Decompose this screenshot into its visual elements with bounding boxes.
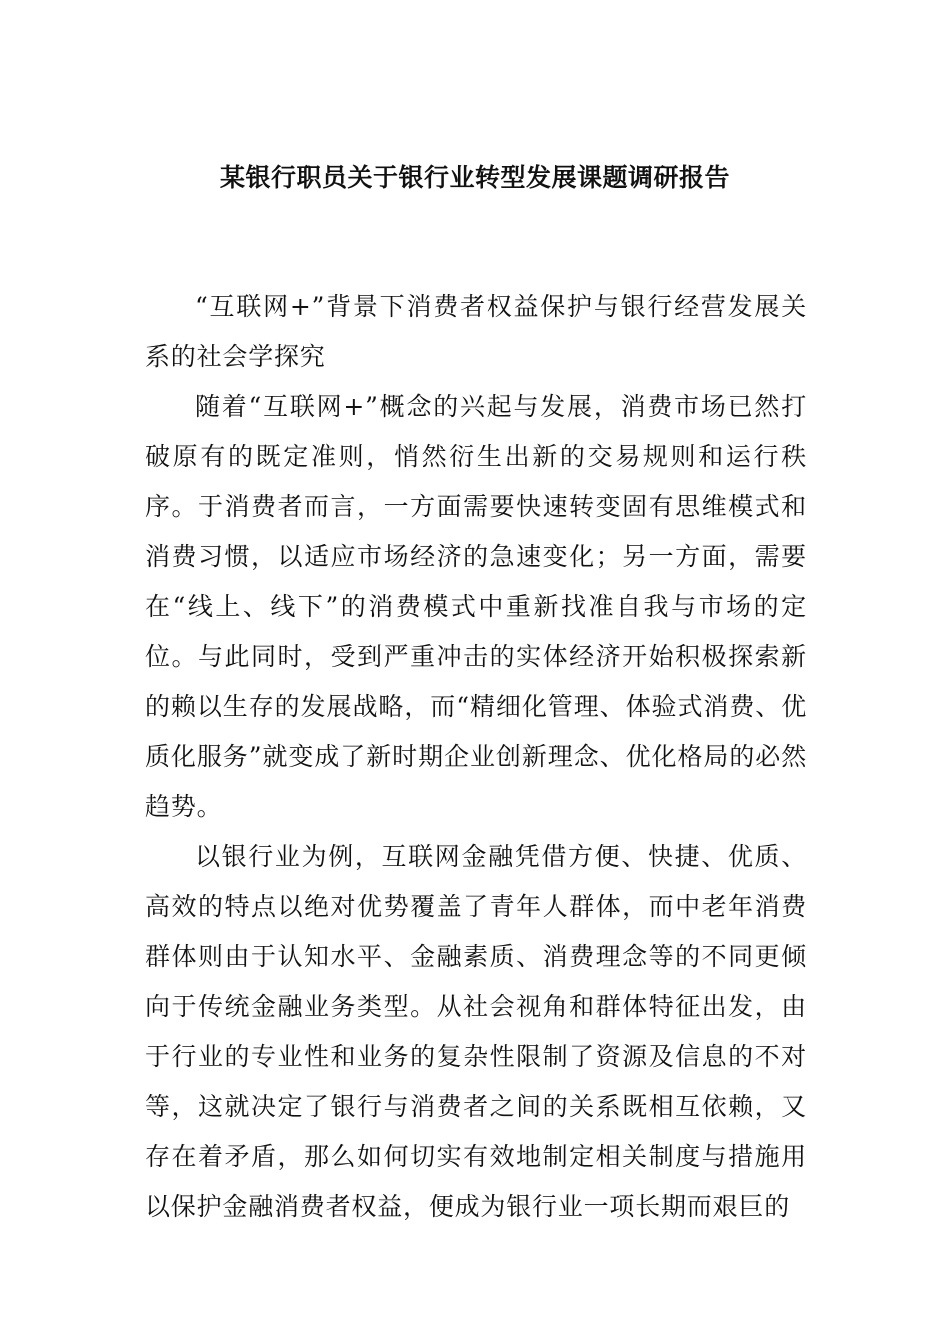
paragraph-banking: 以银行业为例，互联网金融凭借方便、快捷、优质、高效的特点以绝对优势覆盖了青年人群体，而中老年消费群体则由于认知水平、金融素质、消费理念等的不同更倾向于传统金融业务类型。从社会视角和群体特征出发，由于行业的专业性和业务的复杂性限制了资源及信息的不对等，这就决定了银行与消费者之间的关系既相互依赖，又存在着矛盾，那么如何切实有效地制定相关制度与措施用以保护金融消费者权益，便成为银行业一项长期而艰巨的 [145,842,807,1221]
paragraph-subtitle: “互联网+”背景下消费者权益保护与银行经营发展关系的社会学探究 [145,292,807,371]
document-body [145,282,807,1232]
document-title: 某银行职员关于银行业转型发展课题调研报告 [219,163,730,192]
paragraph-intro: 随着“互联网+”概念的兴起与发展，消费市场已然打破原有的既定准则，悄然衍生出新的交易规则和运行秩序。于消费者而言，一方面需要快速转变固有思维模式和消费习惯，以适应市场经济的急速变化；另一方面，需要在“线上、线下”的消费模式中重新找准自我与市场的定位。与此同时，受到严重冲击的实体经济开始积极探索新的赖以生存的发展战略，而“精细化管理、体验式消费、优质化服务”就变成了新时期企业创新理念、优化格局的必然趋势。 [145,392,807,821]
